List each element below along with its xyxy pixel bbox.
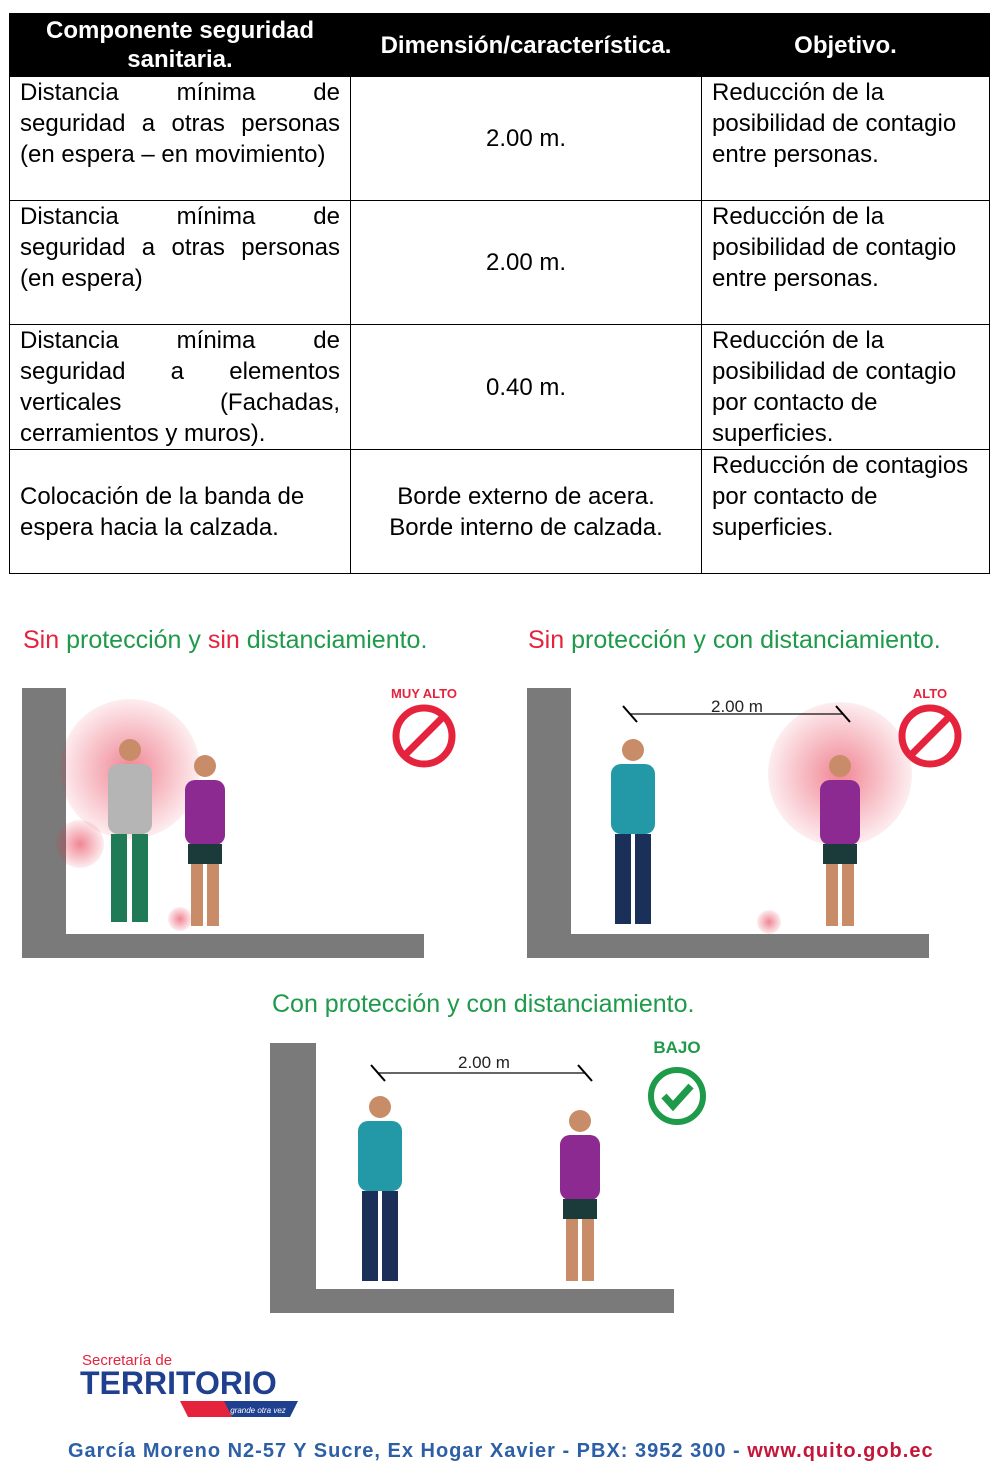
scene2-distance-label: 2.00 m xyxy=(711,697,763,716)
table-row xyxy=(10,77,990,201)
row1-objective: Reducción de la posibilidad de contagio entre personas. xyxy=(702,77,990,201)
logo-title: TERRITORIO xyxy=(80,1365,277,1401)
row1-component: Distancia mínima de seguridad a otras personas (en espera – en movimiento) xyxy=(10,77,351,201)
row3-dimension: 0.40 m. xyxy=(351,325,702,450)
scene1-title-part1: Sin xyxy=(23,626,60,654)
distance-marker xyxy=(371,1053,592,1081)
table-row xyxy=(10,325,990,450)
scene1-illustration xyxy=(20,684,460,964)
footer-address: García Moreno N2-57 Y Sucre, Ex Hogar Xavier - PBX: 3952 300 - xyxy=(68,1440,741,1462)
table-row xyxy=(10,450,990,574)
row4-dimension-line1: Borde externo de acera. xyxy=(397,482,655,510)
logo-tagline: grande otra vez xyxy=(230,1406,286,1415)
scene3-illustration xyxy=(270,1035,720,1317)
scene1-title-part3: sin xyxy=(207,626,240,654)
scene3-distance-label: 2.00 m xyxy=(458,1053,510,1072)
prohibited-icon xyxy=(396,708,452,764)
row3-component: Distancia mínima de seguridad a elementos verticales (Fachadas, cerramientos y muros). xyxy=(10,325,351,450)
scene3-title-part1: Con protección y con distanciamiento. xyxy=(272,990,695,1018)
row4-dimension-line2: Borde interno de calzada. xyxy=(389,513,663,541)
row2-component: Distancia mínima de seguridad a otras personas (en espera) xyxy=(10,201,351,325)
scene1-title-part4: distanciamiento. xyxy=(239,626,428,654)
row4-objective: Reducción de contagios por contacto de superficies. xyxy=(702,450,990,574)
scene3-risk-label: BAJO xyxy=(653,1038,701,1057)
table-row xyxy=(10,201,990,325)
scene2-title-part1: Sin xyxy=(528,626,565,654)
header-dimension: Dimensión/característica. xyxy=(351,14,702,77)
safety-table xyxy=(9,13,990,574)
header-objective: Objetivo. xyxy=(702,14,990,77)
header-component: Componente seguridad sanitaria. xyxy=(10,14,351,77)
footer-url[interactable]: www.quito.gob.ec xyxy=(747,1440,934,1462)
scene2-illustration xyxy=(525,684,970,964)
scene1-title-part2: protección y xyxy=(59,626,208,654)
logo-swoosh xyxy=(180,1401,302,1421)
row4-dimension xyxy=(351,450,702,574)
check-icon xyxy=(651,1070,703,1122)
scene2-title-part2: protección y con distanciamiento. xyxy=(564,626,941,654)
person-woman xyxy=(560,1110,600,1281)
scene2-title xyxy=(528,626,941,655)
row4-component: Colocación de la banda de espera hacia la calzada. xyxy=(10,450,351,574)
footer xyxy=(68,1440,934,1463)
person-man xyxy=(358,1096,402,1281)
logo-subtitle: Secretaría de xyxy=(82,1352,173,1369)
row2-objective: Reducción de la posibilidad de contagio entre personas. xyxy=(702,201,990,325)
scene1-risk-label: MUY ALTO xyxy=(391,686,457,701)
prohibited-icon xyxy=(902,708,958,764)
table-header-row xyxy=(10,14,990,77)
row1-dimension: 2.00 m. xyxy=(351,77,702,201)
row2-dimension: 2.00 m. xyxy=(351,201,702,325)
scene1-title xyxy=(23,626,427,655)
person-man xyxy=(108,739,152,922)
scene2-risk-label: ALTO xyxy=(912,686,948,701)
person-man xyxy=(611,739,655,924)
scene3-title xyxy=(272,990,694,1019)
row3-objective: Reducción de la posibilidad de contagio por contacto de superficies. xyxy=(702,325,990,450)
